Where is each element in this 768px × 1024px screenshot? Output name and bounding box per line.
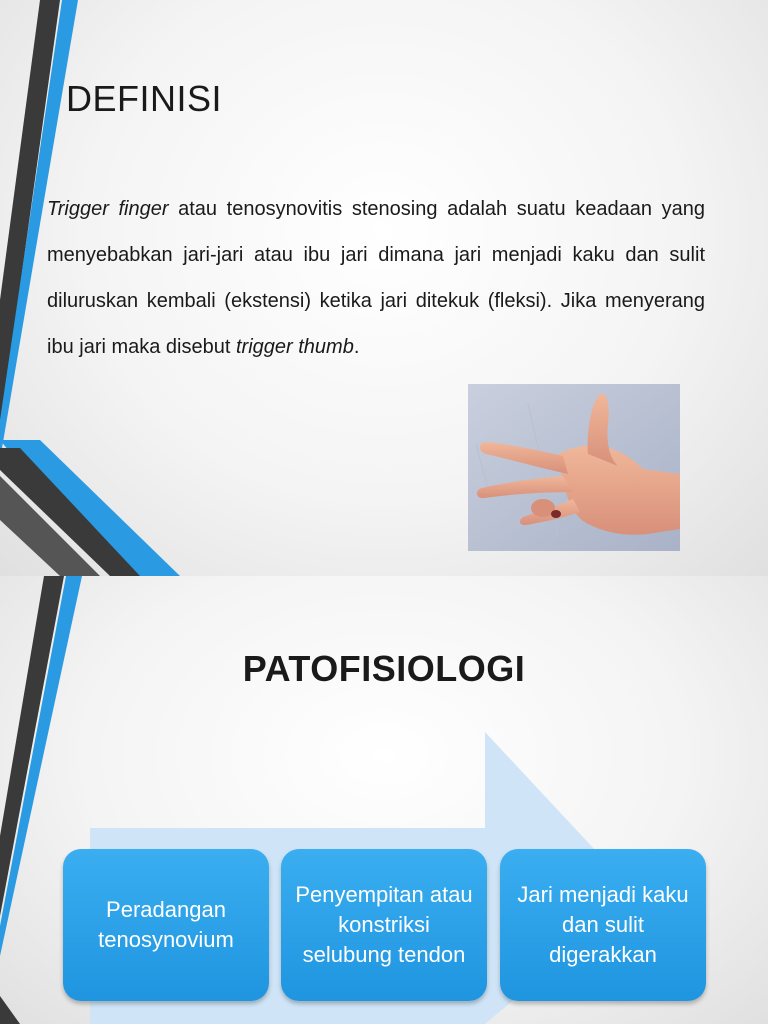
definition-paragraph bbox=[47, 186, 705, 370]
process-step-3 bbox=[500, 849, 706, 1001]
process-step-label: Penyempitan atau konstriksi selubung tendon bbox=[295, 882, 473, 967]
term-trigger-thumb: trigger thumb bbox=[235, 336, 354, 358]
section-title: PATOFISIOLOGI bbox=[242, 648, 526, 689]
process-step-label: Jari menjadi kaku dan sulit digerakkan bbox=[517, 882, 689, 967]
page-title: DEFINISI bbox=[66, 78, 223, 119]
process-step-1 bbox=[63, 849, 269, 1001]
definition-text: atau tenosynovitis stenosing adalah suatu keadaan yang menyebabkan jari-jari atau ibu jari dimana jari menjadi kaku dan sulit diluruskan kembali (ekstensi) ketika jari ditekuk (fleksi). Jika menyerang ibu jari maka disebut bbox=[47, 198, 705, 358]
process-step-label: Peradangan tenosynovium bbox=[98, 897, 234, 952]
hand-photo bbox=[468, 384, 680, 551]
slide-patofisiologi bbox=[0, 576, 768, 1024]
term-trigger-finger: Trigger finger bbox=[47, 198, 169, 220]
definition-end: . bbox=[353, 336, 360, 358]
process-step-2 bbox=[281, 849, 487, 1001]
